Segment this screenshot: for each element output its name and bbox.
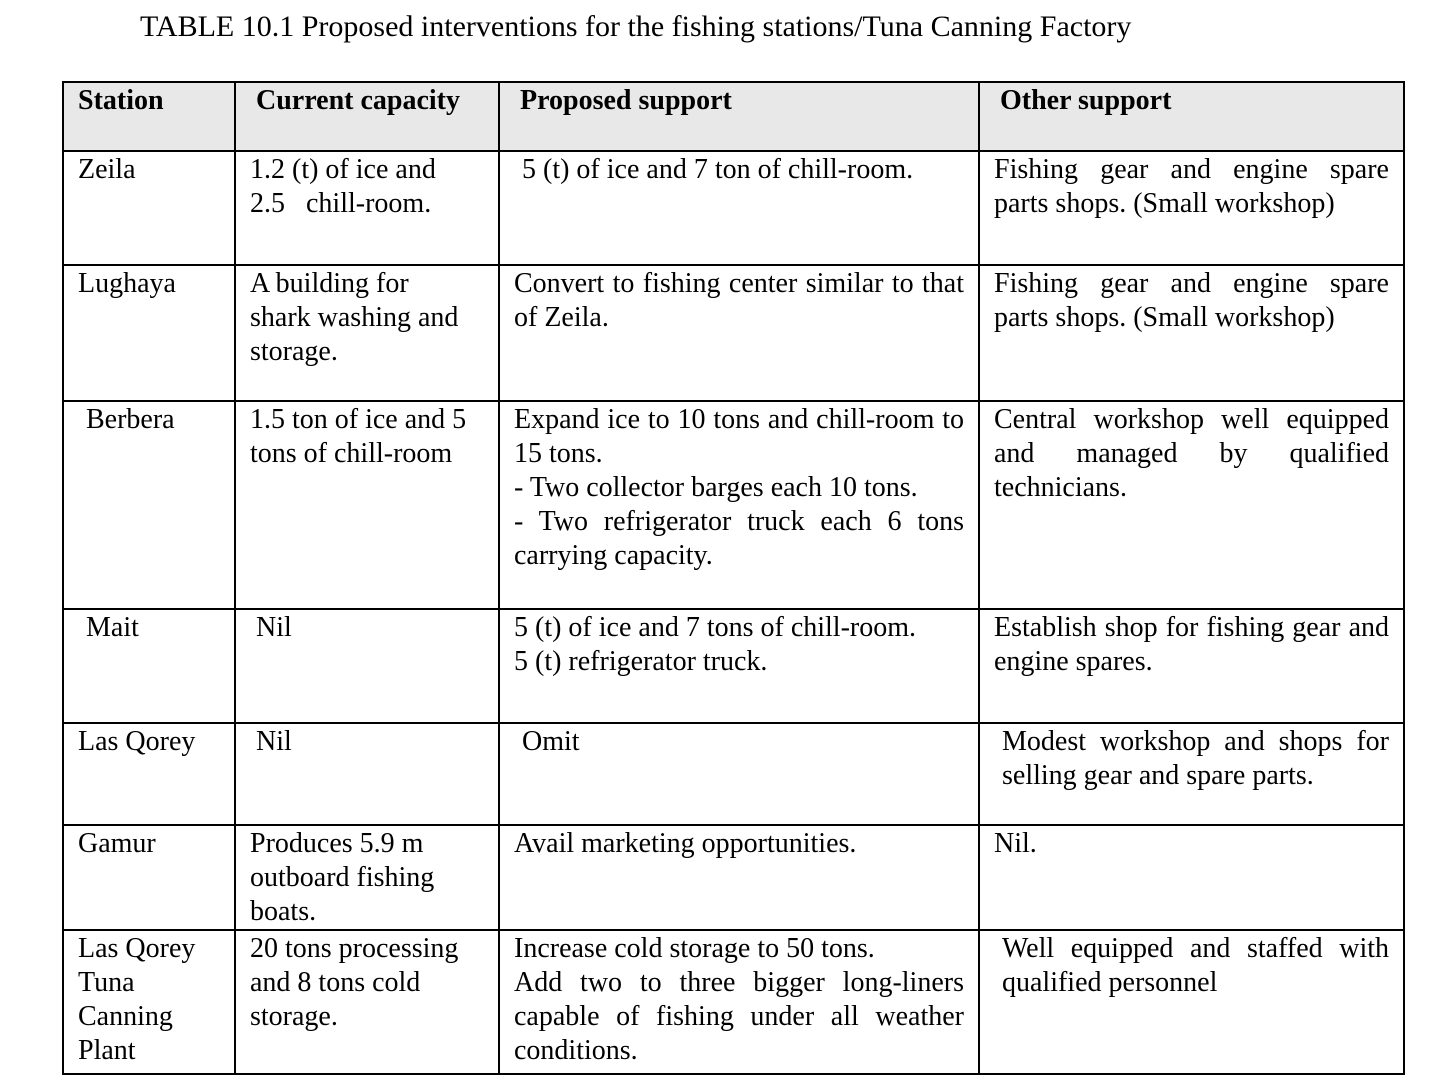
cell-line: outboard fishing [250, 862, 435, 893]
cell-station: Las Qorey Tuna Canning Plant [63, 930, 235, 1074]
cell-other: Well equipped and staffed with qualified personnel [979, 930, 1404, 1074]
cell-line: 1.5 ton of ice and 5 [250, 404, 467, 435]
cell-line: Nil [256, 726, 292, 757]
cell-line: A building for [250, 268, 409, 299]
cell-line: Nil [256, 612, 292, 643]
table-row-tuna-canning-plant [63, 930, 1404, 1074]
cell-other: Fishing gear and engine spare parts shops. (Small workshop) [979, 265, 1404, 401]
cell-current [235, 265, 499, 401]
cell-current [235, 825, 499, 930]
header-row [63, 82, 1404, 151]
table-row-mait [63, 609, 1404, 723]
cell-line: Omit [522, 726, 580, 757]
cell-line: 20 tons processing [250, 933, 459, 964]
cell-line: - Two collector barges each 10 tons. [514, 472, 918, 503]
cell-station: Gamur [63, 825, 235, 930]
cell-line: Convert to fishing center similar to that of Zeila. [514, 268, 964, 333]
cell-line: 1.2 (t) of ice and [250, 154, 436, 185]
cell-proposed [499, 723, 979, 825]
cell-current [235, 930, 499, 1074]
cell-other: Nil. [979, 825, 1404, 930]
cell-line: Add two to three bigger long-liners capable of fishing under all weather conditions. [514, 967, 964, 1066]
cell-line: 5 (t) refrigerator truck. [514, 646, 768, 677]
table-row-zeila [63, 151, 1404, 265]
cell-station: Las Qorey [63, 723, 235, 825]
cell-other: Establish shop for fishing gear and engine spares. [979, 609, 1404, 723]
cell-current [235, 723, 499, 825]
cell-other: Fishing gear and engine spare parts shops. (Small workshop) [979, 151, 1404, 265]
cell-line: boats. [250, 896, 317, 927]
cell-current [235, 609, 499, 723]
cell-other: Modest workshop and shops for selling gear and spare parts. [979, 723, 1404, 825]
cell-line: 2.5 chill-room. [250, 188, 432, 219]
cell-station: Mait [63, 609, 235, 723]
cell-current [235, 401, 499, 609]
header-station: Station [63, 82, 235, 151]
header-proposed-support: Proposed support [499, 82, 979, 151]
cell-proposed [499, 151, 979, 265]
table-row-berbera [63, 401, 1404, 609]
cell-other: Central workshop well equipped and managed by qualified technicians. [979, 401, 1404, 609]
cell-proposed [499, 930, 979, 1074]
cell-line: Avail marketing opportunities. [514, 828, 857, 859]
table-row-gamur [63, 825, 1404, 930]
cell-line: - Two refrigerator truck each 6 tons carrying capacity. [514, 506, 964, 571]
table-row-lughaya [63, 265, 1404, 401]
cell-line: 5 (t) of ice and 7 tons of chill-room. [514, 612, 917, 643]
cell-line: tons of chill-room [250, 438, 453, 469]
interventions-table [62, 81, 1405, 1075]
cell-line: storage. [250, 1001, 338, 1032]
cell-line: shark washing and [250, 302, 459, 333]
cell-proposed [499, 825, 979, 930]
cell-station: Lughaya [63, 265, 235, 401]
table-row-las-qorey [63, 723, 1404, 825]
cell-proposed [499, 401, 979, 609]
cell-station: Berbera [63, 401, 235, 609]
cell-proposed [499, 265, 979, 401]
cell-line: Expand ice to 10 tons and chill-room to 15 tons. [514, 404, 964, 469]
cell-line: Increase cold storage to 50 tons. [514, 933, 875, 964]
cell-line: Produces 5.9 m [250, 828, 424, 859]
cell-proposed [499, 609, 979, 723]
cell-current [235, 151, 499, 265]
cell-line: and 8 tons cold [250, 967, 421, 998]
cell-line: storage. [250, 336, 338, 367]
header-other-support: Other support [979, 82, 1404, 151]
cell-station: Zeila [63, 151, 235, 265]
header-current-capacity: Current capacity [235, 82, 499, 151]
cell-line: 5 (t) of ice and 7 ton of chill-room. [522, 154, 914, 185]
table-caption: TABLE 10.1 Proposed interventions for the fishing stations/Tuna Canning Factory [140, 10, 1132, 43]
